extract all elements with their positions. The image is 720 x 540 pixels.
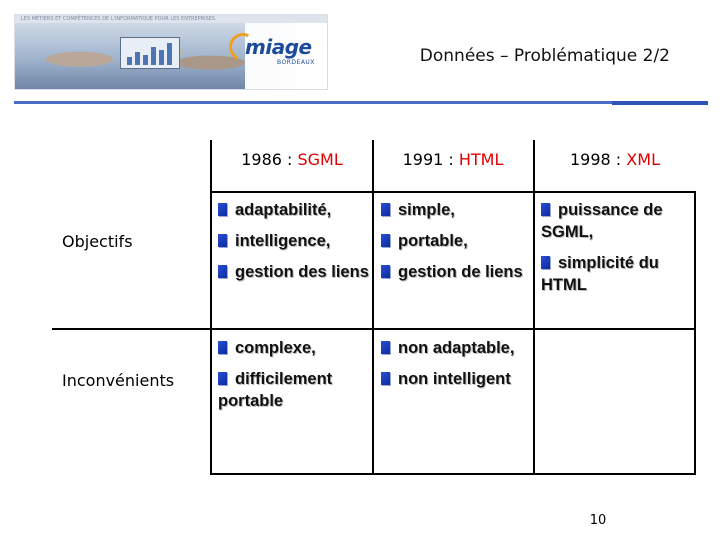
list-item: portable, xyxy=(381,230,531,252)
square-bullet-icon xyxy=(381,372,390,385)
square-bullet-icon xyxy=(541,256,550,269)
row-label-objectifs: Objectifs xyxy=(62,232,133,251)
cell-objectifs-xml xyxy=(541,199,693,305)
banner-screen-image xyxy=(120,37,180,69)
banner-strip: LES MÉTIERS ET COMPÉTENCES DE L'INFORMATIQUE POUR LES ENTREPRISES xyxy=(15,15,327,23)
table-line xyxy=(210,191,696,193)
table-line xyxy=(210,192,212,474)
list-item: non adaptable, xyxy=(381,337,531,359)
column-header-sgml: 1986 : SGML xyxy=(241,150,343,169)
square-bullet-icon xyxy=(218,265,227,278)
slide-title: Données – Problématique 2/2 xyxy=(419,46,670,66)
list-item: adaptabilité, xyxy=(218,199,370,221)
list-item: complexe, xyxy=(218,337,370,359)
square-bullet-icon xyxy=(381,341,390,354)
square-bullet-icon xyxy=(541,203,550,216)
table-line xyxy=(694,192,696,474)
banner-photo xyxy=(15,23,245,89)
square-bullet-icon xyxy=(218,234,227,247)
column-header-html: 1991 : HTML xyxy=(402,150,504,169)
square-bullet-icon xyxy=(381,234,390,247)
square-bullet-icon xyxy=(218,372,227,385)
list-item: non intelligent xyxy=(381,368,531,390)
square-bullet-icon xyxy=(381,203,390,216)
list-item: simplicité du HTML xyxy=(541,254,659,294)
table-line xyxy=(52,328,696,330)
title-rule xyxy=(14,101,708,104)
header-banner xyxy=(14,14,328,90)
list-item: difficilement portable xyxy=(218,370,333,410)
cell-objectifs-html xyxy=(381,199,531,292)
list-item: puissance de SGML, xyxy=(541,201,663,241)
list-item: intelligence, xyxy=(218,230,370,252)
cell-inconvenients-html xyxy=(381,337,531,399)
list-item: gestion des liens xyxy=(218,261,370,283)
table-line xyxy=(210,473,696,475)
square-bullet-icon xyxy=(381,265,390,278)
row-label-inconvenients: Inconvénients xyxy=(62,371,175,390)
page-number: 10 xyxy=(589,513,607,528)
list-item: simple, xyxy=(381,199,531,221)
cell-inconvenients-sgml xyxy=(218,337,370,421)
square-bullet-icon xyxy=(218,341,227,354)
square-bullet-icon xyxy=(218,203,227,216)
logo-subtext: BORDEAUX xyxy=(277,59,315,66)
cell-objectifs-sgml xyxy=(218,199,370,292)
list-item: gestion de liens xyxy=(381,261,531,283)
column-header-xml: 1998 : XML xyxy=(570,150,660,169)
logo-text: miage xyxy=(245,35,312,59)
